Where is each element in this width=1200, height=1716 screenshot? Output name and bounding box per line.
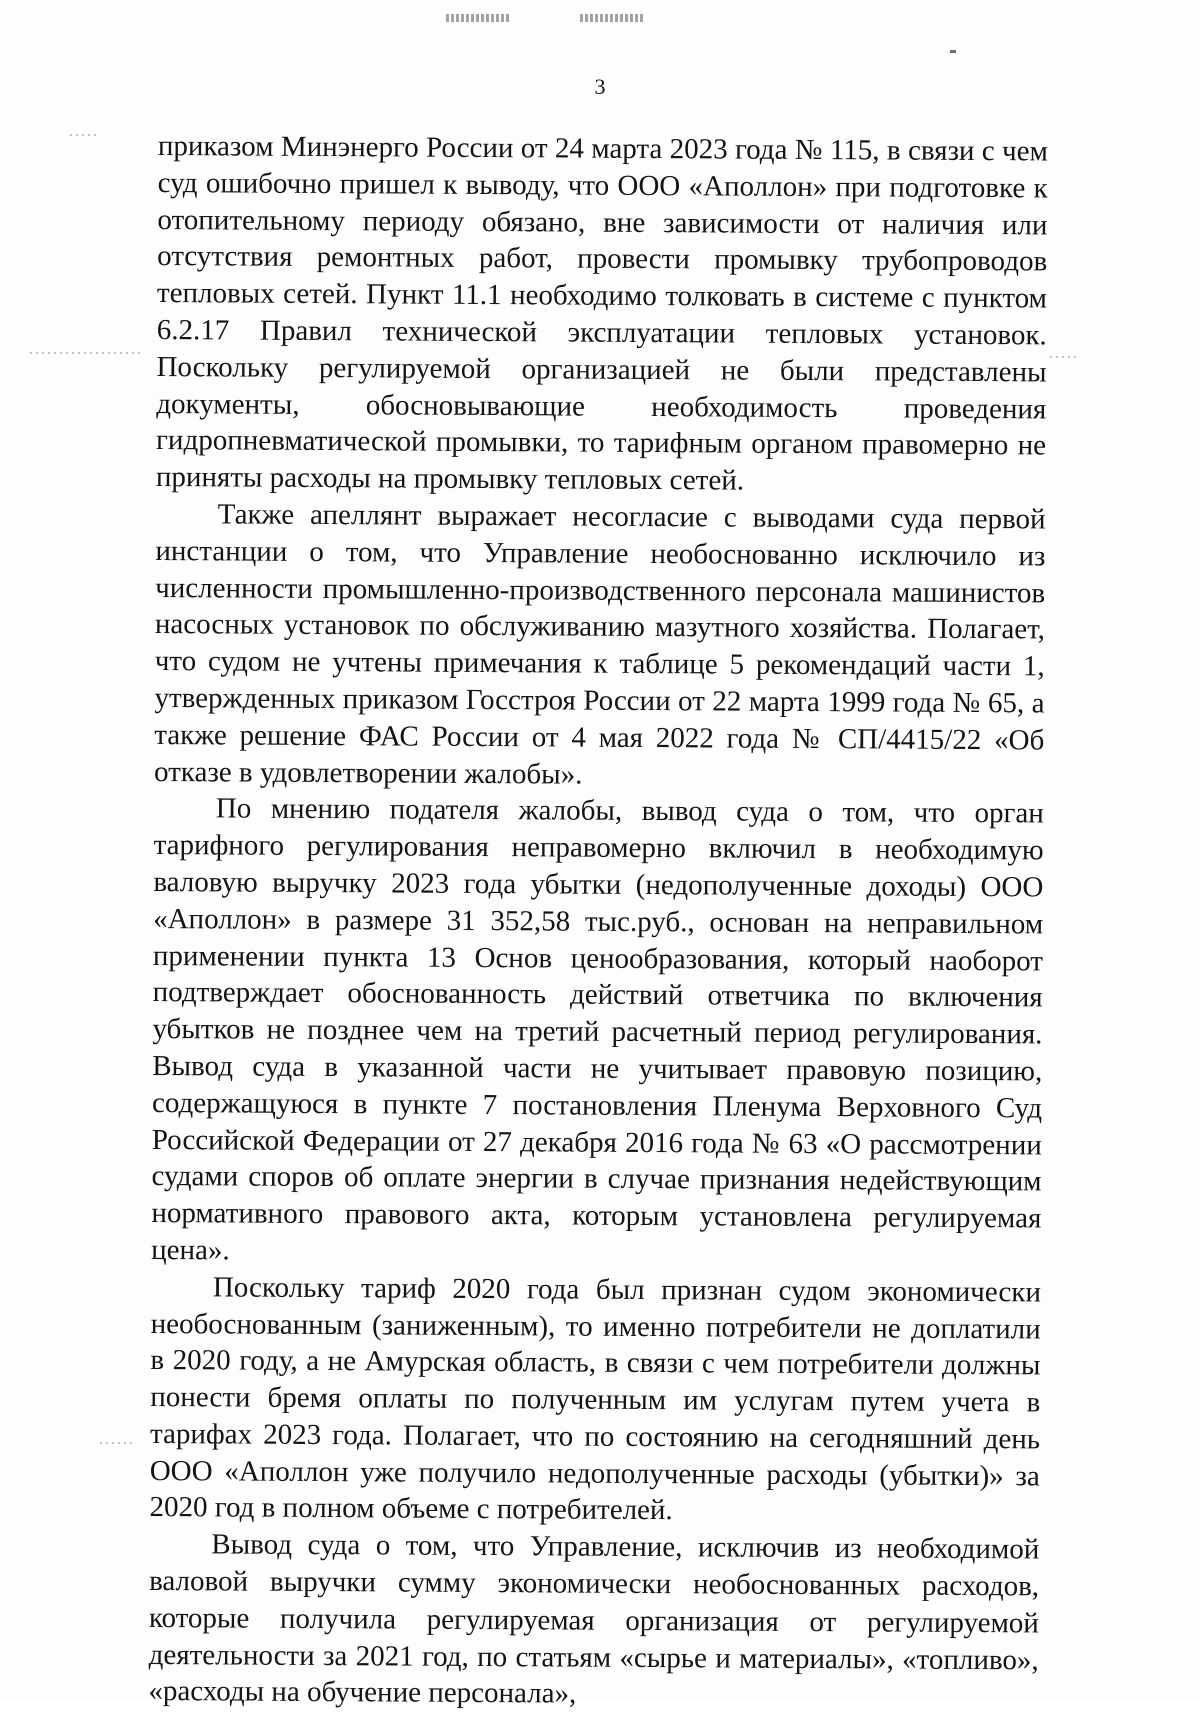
- scan-artifact: [70, 134, 100, 136]
- scan-artifact: [1050, 356, 1080, 358]
- scan-artifact: [580, 14, 644, 22]
- paragraph: Вывод суда о том, что Управление, исключив из необходимой валовой выручки сумму экономически необоснованных расходов, которые получила регулируемая организация от регулируемой деятельности за 2021 год, по статьям «сырье и материалы», «топливо», «расходы на обучение персонала»,: [148, 1528, 1040, 1711]
- scan-artifact: [446, 14, 510, 22]
- paragraph: приказом Минэнерго России от 24 марта 2023 года № 115, в связи с чем суд ошибочно пришел к выводу, что ООО «Аполлон» при подготовке к отопительному периоду обязано, вне зависимости от наличия или отсутствия ремонтных работ, провести промывку трубопроводов тепловых сетей. Пункт 11.1 необходимо толковать в системе с пунктом 6.2.17 Правил технической эксплуатации тепловых установок. Поскольку регулируемой организацией не были представлены документы, обосновывающие необходимость проведения гидропневматической промывки, то тарифным органом правомерно не приняты расходы на промывку тепловых сетей.: [155, 129, 1048, 497]
- paragraph: Также апеллянт выражает несогласие с выводами суда первой инстанции о том, что Управление необоснованно исключило из численности промышленно-производственного персонала машинистов насосных установок по обслуживанию мазутного хозяйства. Полагает, что судом не учтены примечания к таблице 5 рекомендаций части 1, утвержденных приказом Госстроя России от 22 марта 1999 года № 65, а также решение ФАС России от 4 мая 2022 года № СП/4415/22 «Об отказе в удовлетворении жалобы».: [153, 498, 1046, 791]
- document-body: [148, 128, 1048, 1716]
- scan-artifact: [100, 1442, 135, 1444]
- page-number: 3: [594, 74, 606, 99]
- scan-artifact: [950, 50, 956, 53]
- scan-artifact: [30, 352, 140, 354]
- paragraph: По мнению подателя жалобы, вывод суда о том, что орган тарифного регулирования неправомерно включил в необходимую валовую выручку 2023 года убытки (недополученные доходы) ООО «Аполлон» в размере 31 352,58 тыс.руб., основан на неправильном применении пункта 13 Основ ценообразования, который наоборот подтверждает обоснованность действий ответчика по включения убытков не позднее чем на третий расчетный период регулирования. Вывод суда в указанной части не учитывает правовую позицию, содержащуюся в пункте 7 постановления Пленума Верховного Суд Российской Федерации от 27 декабря 2016 года № 63 «О рассмотрении судами споров об оплате энергии в случае признания недействующим нормативного правового акта, которым установлена регулируемая цена».: [151, 792, 1044, 1267]
- paragraph: Поскольку тариф 2020 года был признан судом экономически необоснованным (заниженным), то именно потребители не доплатили в 2020 году, а не Амурская область, в связи с чем потребители должны понести бремя оплаты по полученным им услугам путем учета в тарифах 2023 года. Полагает, что по состоянию на сегодняшний день ООО «Аполлон уже получило недополученные расходы (убытки)» за 2020 год в полном объеме с потребителей.: [149, 1271, 1042, 1527]
